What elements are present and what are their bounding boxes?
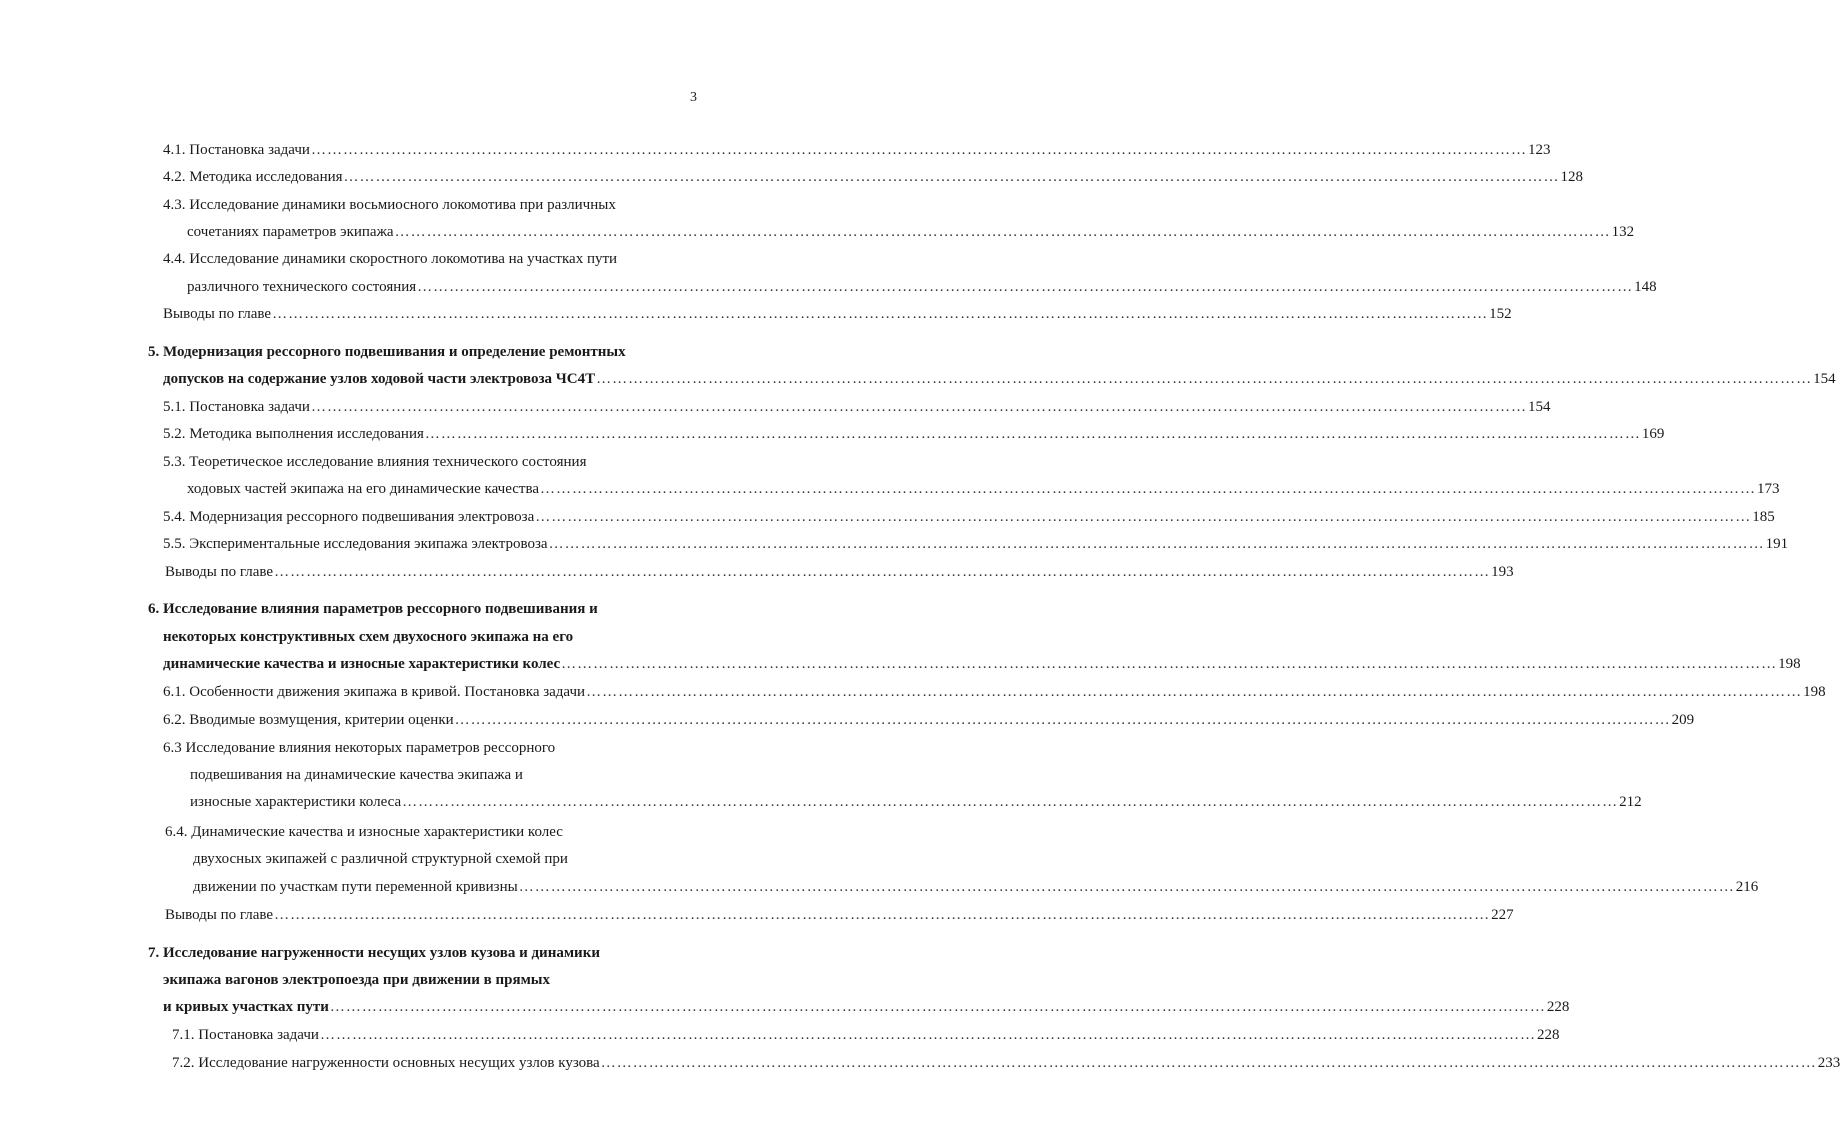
toc-entry-title: 6.1. Особенности движения экипажа в кривой. Постановка задачи: [163, 684, 586, 700]
toc-chapter-7-line1: 7. Исследование нагруженности несущих узлов кузова и динамики: [148, 945, 600, 961]
dot-leader: …………………………………………………………………………………………………………………………………………………………………………………………………………: [274, 907, 1491, 923]
toc-entry-ch6-conclusions[interactable]: [165, 906, 1514, 924]
dot-leader: …………………………………………………………………………………………………………………………………………………………………………………………………………: [454, 712, 1671, 728]
toc-page-number: 154: [1813, 371, 1836, 387]
toc-entry-6-4[interactable]: [193, 878, 1759, 896]
toc-entry-ch5-conclusions[interactable]: [165, 563, 1514, 581]
toc-entry-6-4-line1: 6.4. Динамические качества и износные характеристики колес: [165, 824, 563, 840]
toc-chapter-5-line1: 5. Модернизация рессорного подвешивания и определение ремонтных: [148, 344, 626, 360]
toc-entry-5-3[interactable]: [187, 480, 1780, 498]
toc-page-number: 128: [1560, 169, 1584, 185]
toc-entry-6-4-line2: двухосных экипажей с различной структурной схемой при: [193, 851, 568, 867]
dot-leader: …………………………………………………………………………………………………………………………………………………………………………………………………………: [548, 536, 1765, 552]
dot-leader: …………………………………………………………………………………………………………………………………………………………………………………………………………: [394, 224, 1611, 240]
dot-leader: …………………………………………………………………………………………………………………………………………………………………………………………………………: [561, 656, 1778, 672]
toc-entry-title: 7.2. Исследование нагруженности основных несущих узлов кузова: [172, 1055, 600, 1071]
dot-leader: …………………………………………………………………………………………………………………………………………………………………………………………………………: [343, 169, 1560, 185]
toc-entry-6-3-line2: подвешивания на динамические качества экипажа и: [190, 767, 523, 783]
dot-leader: …………………………………………………………………………………………………………………………………………………………………………………………………………: [310, 142, 1527, 158]
toc-chapter-7-line2: экипажа вагонов электропоезда при движении в прямых: [163, 972, 551, 988]
toc-entry-4-4[interactable]: [187, 278, 1657, 296]
toc-entry-title: 4.2. Методика исследования: [163, 169, 343, 185]
toc-chapter-6-line1: 6. Исследование влияния параметров рессорного подвешивания и: [148, 601, 598, 617]
toc-chapter-5[interactable]: [163, 370, 1836, 388]
toc-entry-title: Выводы по главе: [165, 564, 274, 580]
toc-entry-title: 6.2. Вводимые возмущения, критерии оценки: [163, 712, 454, 728]
page-number: 3: [690, 90, 697, 105]
dot-leader: …………………………………………………………………………………………………………………………………………………………………………………………………………: [310, 399, 1527, 415]
toc-chapter-6-line2: некоторых конструктивных схем двухосного экипажа на его: [163, 629, 574, 645]
toc-entry-title: допусков на содержание узлов ходовой части электровоза ЧС4Т: [163, 371, 596, 387]
toc-chapter-6[interactable]: [163, 655, 1801, 673]
toc-entry-title: 4.1. Постановка задачи: [163, 142, 310, 158]
dot-leader: …………………………………………………………………………………………………………………………………………………………………………………………………………: [518, 879, 1735, 895]
toc-entry-title: Выводы по главе: [165, 907, 274, 923]
toc-entry-6-2[interactable]: [163, 711, 1695, 729]
toc-entry-6-3-line1: 6.3 Исследование влияния некоторых параметров рессорного: [163, 740, 556, 756]
toc-page-number: 191: [1765, 536, 1789, 552]
toc-page-number: 198: [1778, 656, 1801, 672]
dot-leader: …………………………………………………………………………………………………………………………………………………………………………………………………………: [402, 794, 1619, 810]
toc-page-number: 123: [1527, 142, 1551, 158]
toc-entry-title: 5.5. Экспериментальные исследования экипажа электровоза: [163, 536, 548, 552]
toc-page-number: 154: [1527, 399, 1551, 415]
dot-leader: …………………………………………………………………………………………………………………………………………………………………………………………………………: [417, 279, 1634, 295]
toc-entry-title: износные характеристики колеса: [190, 794, 402, 810]
toc-page-number: 185: [1752, 509, 1775, 525]
toc-entry-title: движении по участкам пути переменной кривизны: [193, 879, 518, 895]
toc-page-number: 169: [1641, 426, 1665, 442]
toc-entry-5-5[interactable]: [163, 535, 1789, 553]
toc-page-number: 132: [1611, 224, 1635, 240]
toc-entry-5-3-line1: 5.3. Теоретическое исследование влияния технического состояния: [163, 454, 587, 470]
toc-entry-ch4-conclusions[interactable]: [163, 305, 1512, 323]
toc-page-number: 209: [1671, 712, 1695, 728]
toc-entry-title: 5.4. Модернизация рессорного подвешивания электровоза: [163, 509, 535, 525]
toc-page-number: 193: [1491, 564, 1514, 580]
toc-page-number: 228: [1546, 999, 1570, 1015]
toc-page-number: 227: [1491, 907, 1514, 923]
dot-leader: …………………………………………………………………………………………………………………………………………………………………………………………………………: [600, 1055, 1817, 1071]
dot-leader: …………………………………………………………………………………………………………………………………………………………………………………………………………: [424, 426, 1641, 442]
dot-leader: …………………………………………………………………………………………………………………………………………………………………………………………………………: [274, 564, 1491, 580]
toc-chapter-7[interactable]: [163, 998, 1570, 1016]
toc-entry-5-4[interactable]: [163, 508, 1775, 526]
dot-leader: …………………………………………………………………………………………………………………………………………………………………………………………………………: [596, 371, 1813, 387]
toc-entry-title: сочетаниях параметров экипажа: [187, 224, 394, 240]
toc-entry-4-2[interactable]: [163, 168, 1584, 186]
toc-page-number: 173: [1757, 481, 1780, 497]
toc-entry-4-3[interactable]: [187, 223, 1635, 241]
toc-entry-6-1[interactable]: [163, 683, 1826, 701]
dot-leader: …………………………………………………………………………………………………………………………………………………………………………………………………………: [540, 481, 1756, 497]
toc-page-number: 152: [1489, 306, 1512, 322]
toc-entry-6-3[interactable]: [190, 793, 1642, 811]
toc-page-number: 233: [1817, 1055, 1840, 1071]
toc-entry-title: динамические качества и износные характеристики колес: [163, 656, 561, 672]
toc-entry-5-1[interactable]: [163, 398, 1551, 416]
toc-entry-4-3-line1: 4.3. Исследование динамики восьмиосного локомотива при различных: [163, 197, 616, 213]
toc-entry-title: ходовых частей экипажа на его динамические качества: [187, 481, 539, 497]
toc-entry-7-1[interactable]: [172, 1026, 1560, 1044]
toc-entry-title: и кривых участках пути: [163, 999, 329, 1015]
toc-entry-title: 7.1. Постановка задачи: [172, 1027, 319, 1043]
toc-entry-4-4-line1: 4.4. Исследование динамики скоростного локомотива на участках пути: [163, 251, 618, 267]
dot-leader: …………………………………………………………………………………………………………………………………………………………………………………………………………: [586, 684, 1803, 700]
toc-page-number: 198: [1803, 684, 1826, 700]
toc-page-number: 148: [1634, 279, 1657, 295]
toc-entry-title: различного технического состояния: [187, 279, 417, 295]
toc-entry-title: 5.1. Постановка задачи: [163, 399, 310, 415]
dot-leader: …………………………………………………………………………………………………………………………………………………………………………………………………………: [319, 1027, 1536, 1043]
dot-leader: …………………………………………………………………………………………………………………………………………………………………………………………………………: [272, 306, 1489, 322]
dot-leader: …………………………………………………………………………………………………………………………………………………………………………………………………………: [535, 509, 1752, 525]
toc-page-number: 228: [1536, 1027, 1560, 1043]
toc-entry-7-2[interactable]: [172, 1054, 1840, 1072]
toc-entry-5-2[interactable]: [163, 425, 1665, 443]
toc-page-number: 216: [1735, 879, 1759, 895]
toc-entry-4-1[interactable]: [163, 141, 1551, 159]
dot-leader: …………………………………………………………………………………………………………………………………………………………………………………………………………: [329, 999, 1546, 1015]
toc-entry-title: 5.2. Методика выполнения исследования: [163, 426, 424, 442]
toc-entry-title: Выводы по главе: [163, 306, 272, 322]
toc-page-number: 212: [1619, 794, 1642, 810]
